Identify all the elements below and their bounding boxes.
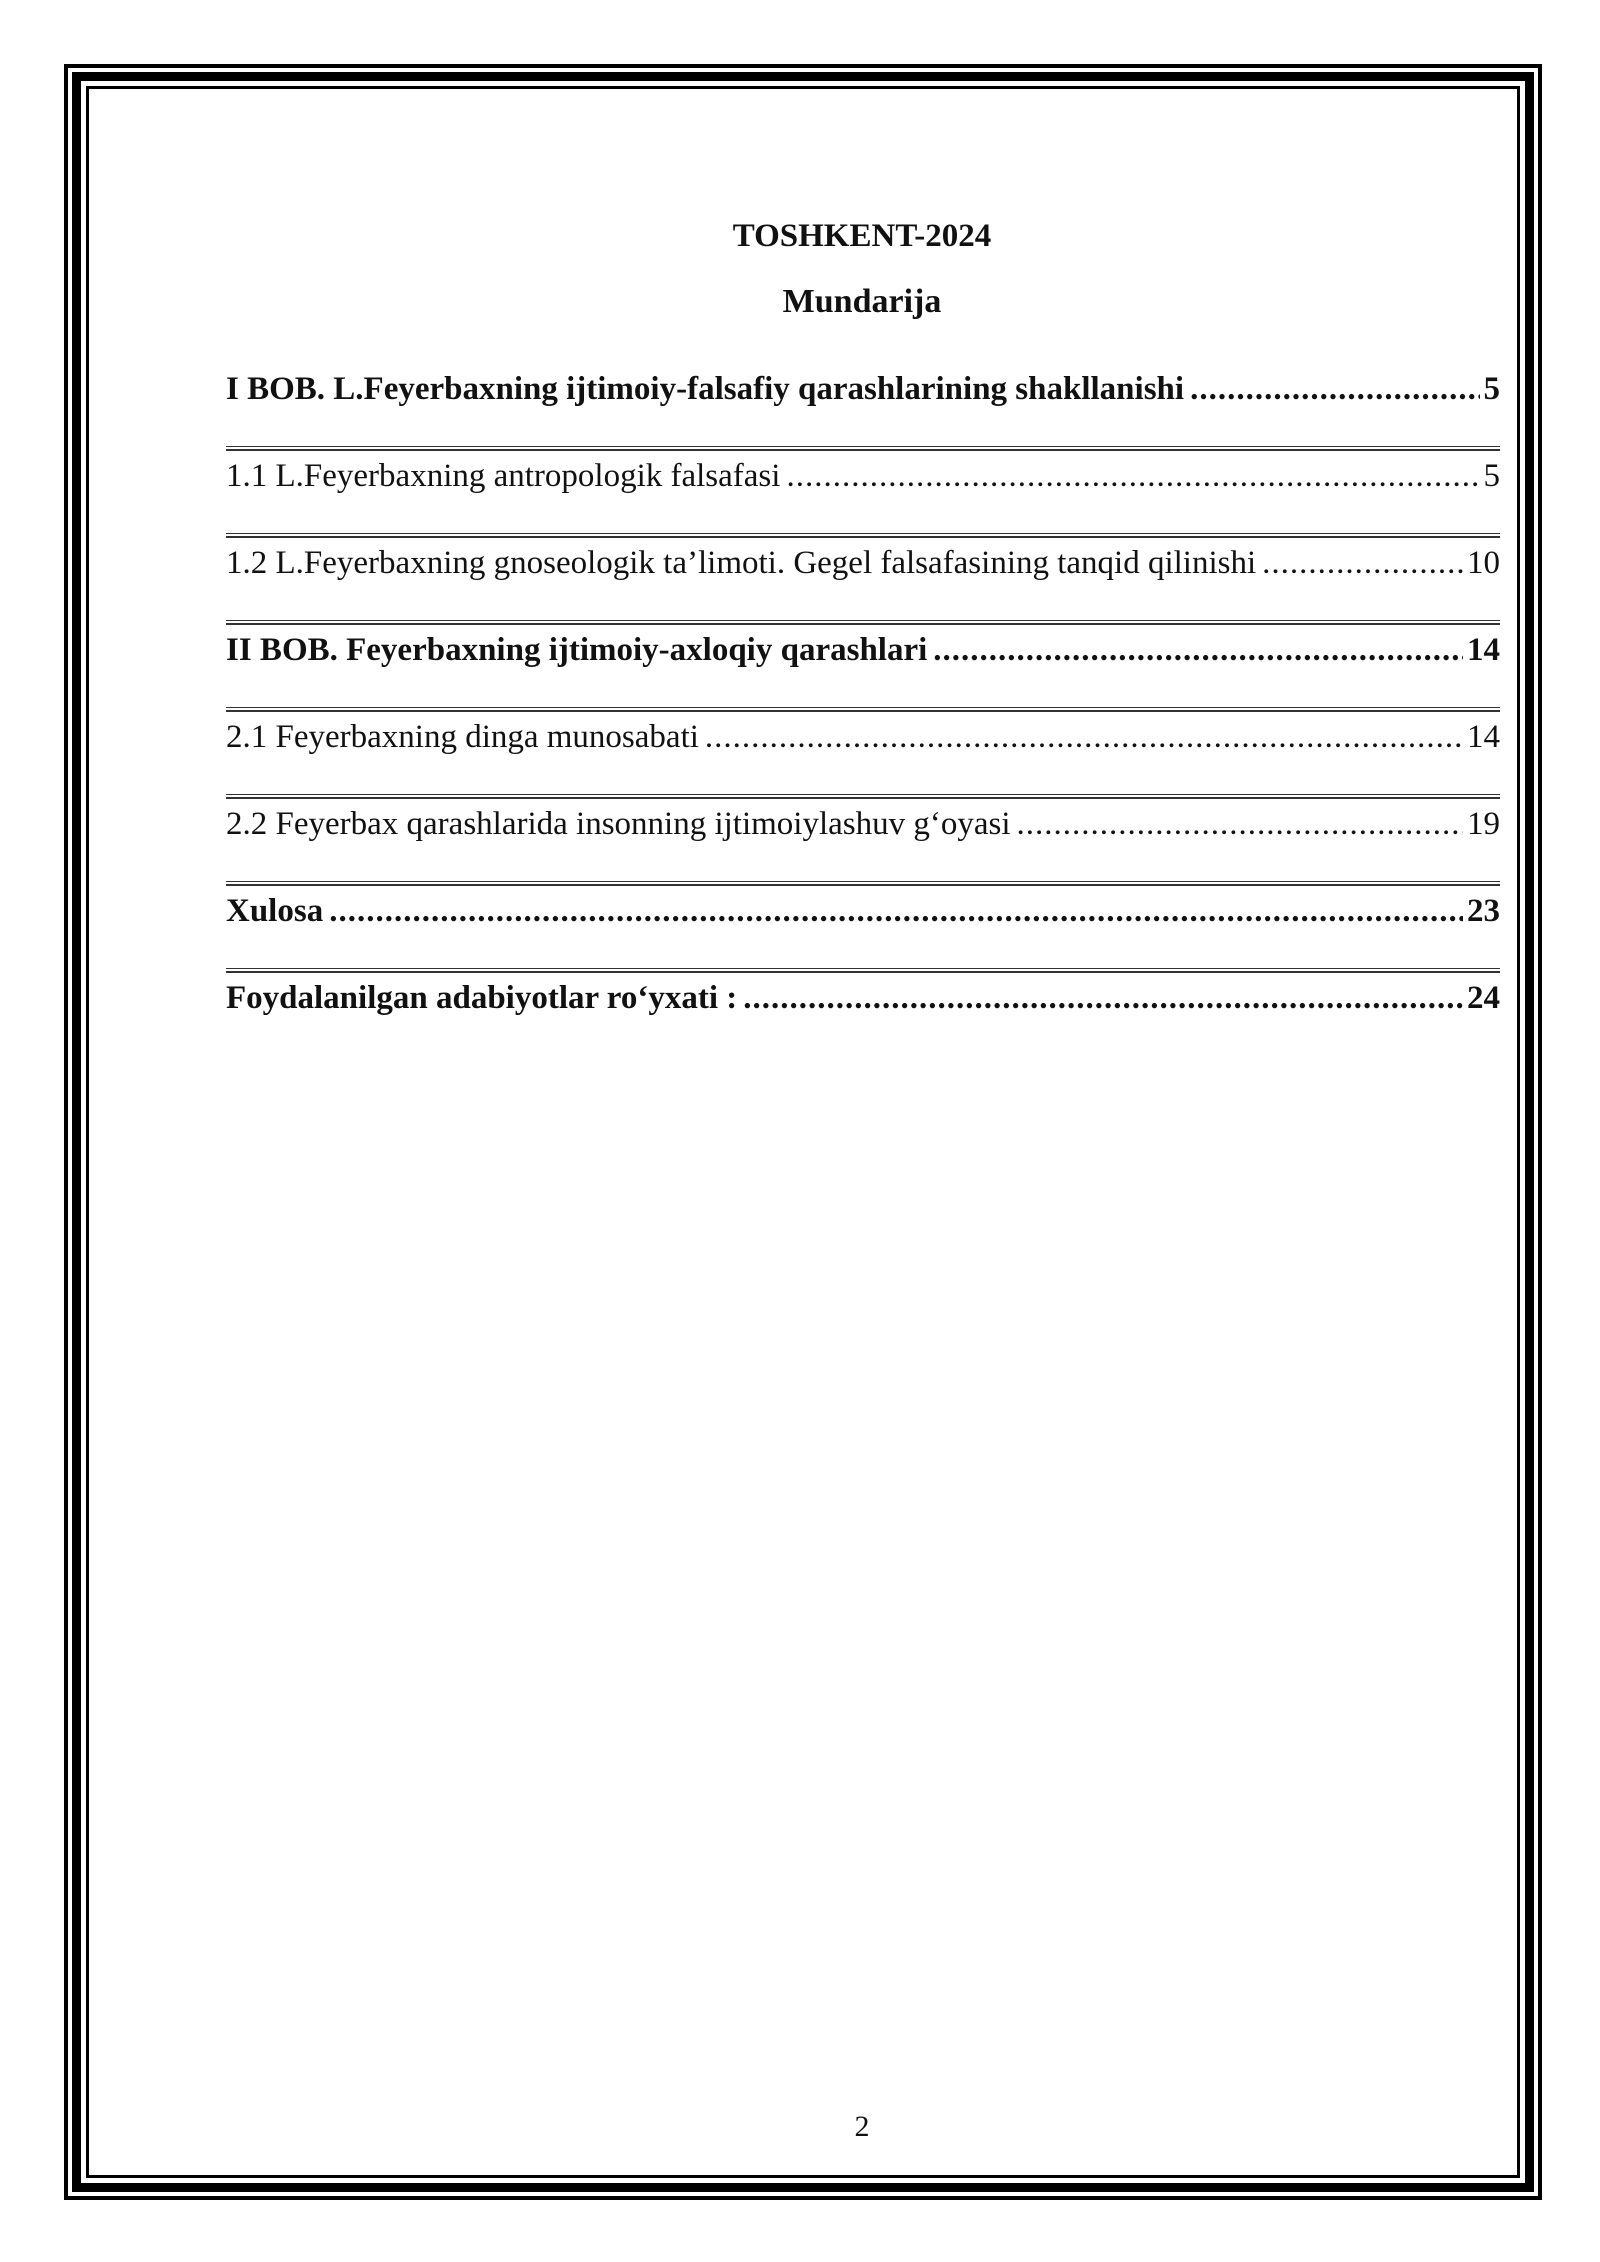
toc-entry-chapter-2[interactable] (226, 623, 1500, 710)
toc-dot-leader (743, 971, 1463, 1025)
toc-entry-label: Xulosa (226, 893, 324, 929)
toc-entry-bibliography[interactable] (226, 971, 1500, 1058)
toc-entry-section-2-2[interactable] (226, 797, 1500, 884)
toc-entry-label: Foydalanilgan adabiyotlar ro‘yxati : (226, 980, 738, 1016)
table-of-contents (226, 362, 1500, 1058)
toc-dot-leader (786, 449, 1479, 503)
toc-entry-section-1-2[interactable] (226, 536, 1500, 623)
toc-dot-leader (1262, 536, 1463, 590)
toc-page-number: 14 (1467, 632, 1500, 668)
toc-page-number: 24 (1467, 980, 1500, 1016)
toc-dot-leader (705, 710, 1463, 764)
toc-page-number: 5 (1483, 458, 1500, 494)
toc-dot-leader (933, 623, 1463, 677)
toc-entry-label: 1.1 L.Feyerbaxning antropologik falsafasi (226, 458, 781, 494)
toc-entry-label: 2.2 Feyerbax qarashlarida insonning ijtimoiylashuv g‘oyasi (226, 806, 1011, 842)
toc-page-number: 10 (1467, 545, 1500, 581)
toc-entry-label: 1.2 L.Feyerbaxning gnoseologik ta’limoti. Gegel falsafasining tanqid qilinishi (226, 545, 1257, 581)
toc-page-number: 19 (1467, 806, 1500, 842)
city-year-heading: TOSHKENT-2024 (732, 218, 992, 254)
toc-entry-section-2-1[interactable] (226, 710, 1500, 797)
toc-entry-conclusion[interactable] (226, 884, 1500, 971)
toc-page-number: 5 (1483, 371, 1500, 407)
table-of-contents-title: Mundarija (782, 283, 942, 320)
toc-dot-leader (1190, 362, 1479, 416)
toc-entry-label: 2.1 Feyerbaxning dinga munosabati (226, 719, 699, 755)
toc-dot-leader (329, 884, 1463, 938)
toc-entry-section-1-1[interactable] (226, 449, 1500, 536)
toc-dot-leader (1017, 797, 1463, 851)
page-number: 2 (854, 2110, 870, 2143)
toc-entry-label: I BOB. L.Feyerbaxning ijtimoiy-falsafiy qarashlarining shakllanishi (226, 371, 1185, 407)
toc-page-number: 14 (1467, 719, 1500, 755)
toc-entry-chapter-1[interactable] (226, 362, 1500, 449)
toc-page-number: 23 (1467, 893, 1500, 929)
toc-entry-label: II BOB. Feyerbaxning ijtimoiy-axloqiy qarashlari (226, 632, 928, 668)
